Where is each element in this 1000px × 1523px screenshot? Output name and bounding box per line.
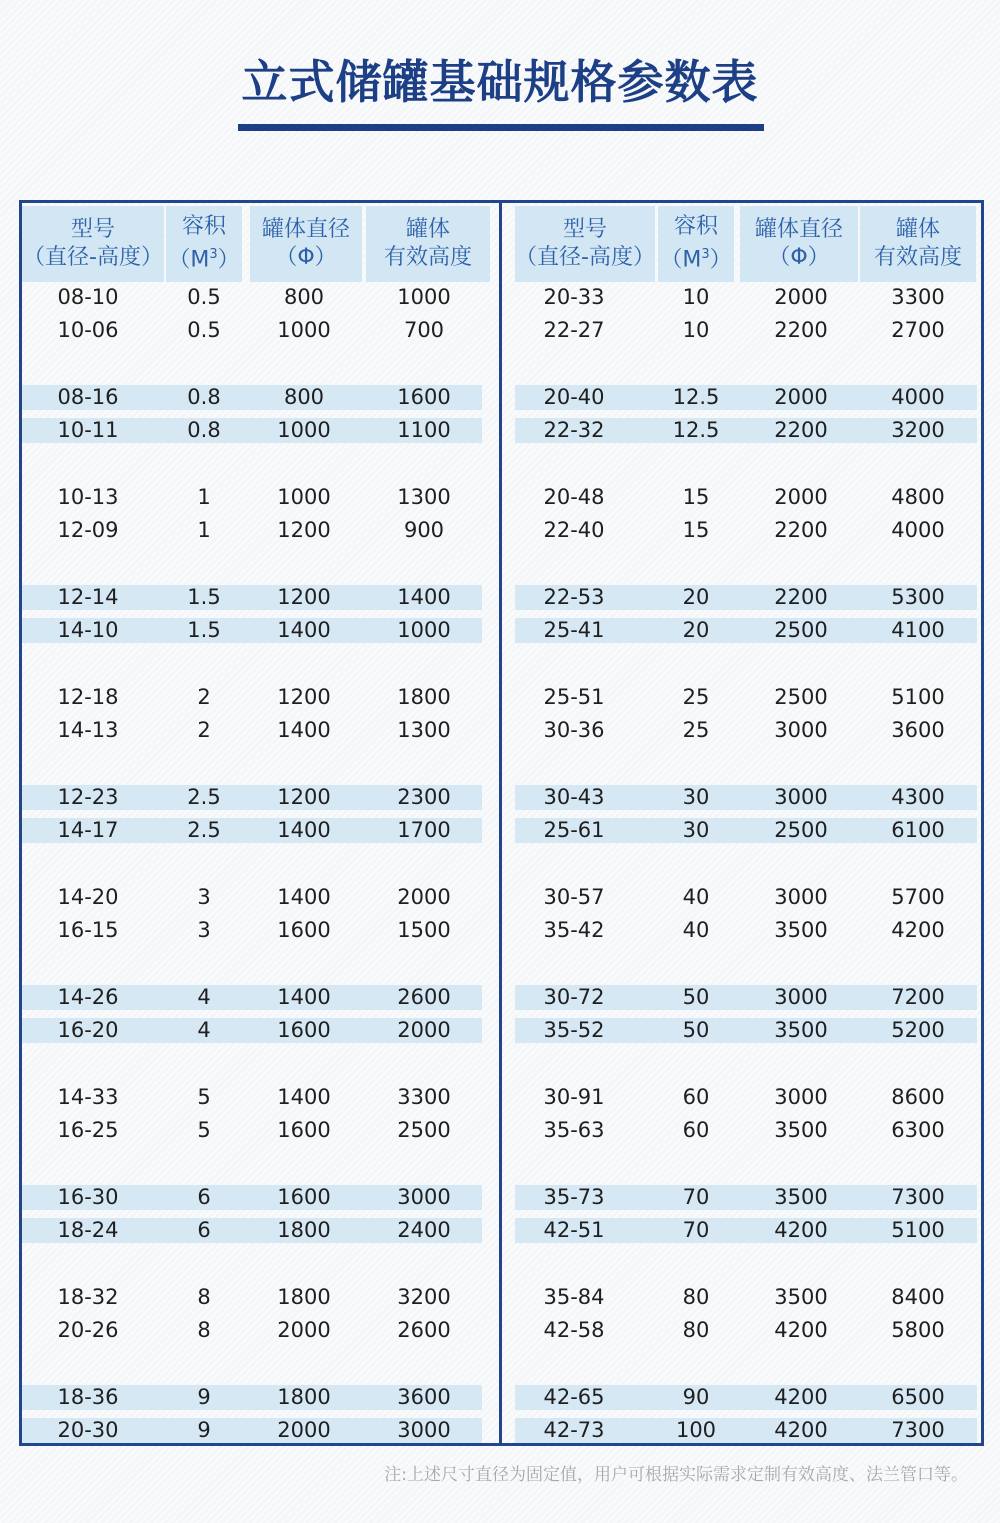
table-cell: 2600 xyxy=(397,1318,451,1342)
column-header-line2-text: （M xyxy=(660,247,702,273)
table-cell: 6 xyxy=(197,1218,211,1242)
table-cell: 80 xyxy=(682,1318,710,1342)
table-cell: 20-48 xyxy=(543,485,605,509)
table-cell: 0.5 xyxy=(187,318,221,342)
column-header-tail: ） xyxy=(217,247,240,273)
column-header xyxy=(250,206,362,282)
table-row xyxy=(515,785,977,810)
column-header-line1: 型号 xyxy=(562,217,607,242)
column-header-line2-text: （直径-高度） xyxy=(515,245,655,270)
table-cell: 2000 xyxy=(774,485,828,509)
table-cell: 700 xyxy=(403,318,445,342)
table-cell: 4200 xyxy=(774,1385,828,1409)
table-cell: 35-63 xyxy=(543,1118,605,1142)
table-cell: 1000 xyxy=(277,485,331,509)
table-cell: 1000 xyxy=(397,618,451,642)
table-cell: 14-17 xyxy=(57,818,119,842)
table-cell: 8600 xyxy=(891,1085,945,1109)
table-row xyxy=(22,1285,482,1310)
table-cell: 2500 xyxy=(774,685,828,709)
table-cell: 5800 xyxy=(891,1318,945,1342)
table-row xyxy=(515,1018,977,1043)
table-cell: 5 xyxy=(197,1118,211,1142)
column-header-tail: ） xyxy=(709,247,732,273)
column-header-line2 xyxy=(874,244,962,272)
table-cell: 5700 xyxy=(891,885,945,909)
table-cell: 1600 xyxy=(277,1018,331,1042)
table-cell: 2000 xyxy=(397,1018,451,1042)
table-row xyxy=(515,1218,977,1243)
table-row xyxy=(22,618,482,643)
table-row xyxy=(22,1018,482,1043)
table-cell: 2500 xyxy=(397,1118,451,1142)
table-row xyxy=(515,585,977,610)
column-header-line2 xyxy=(275,244,336,272)
table-row xyxy=(515,1118,977,1143)
table-cell: 12.5 xyxy=(672,385,720,409)
table-cell: 60 xyxy=(682,1118,710,1142)
table-cell: 3600 xyxy=(891,718,945,742)
table-cell: 25-61 xyxy=(543,818,605,842)
table-cell: 3300 xyxy=(397,1085,451,1109)
table-cell: 2 xyxy=(197,718,211,742)
table-cell: 5300 xyxy=(891,585,945,609)
table-cell: 1400 xyxy=(277,718,331,742)
table-cell: 30-72 xyxy=(543,985,605,1009)
column-header xyxy=(515,206,655,282)
table-row xyxy=(515,1285,977,1310)
table-cell: 15 xyxy=(682,518,710,542)
table-cell: 2.5 xyxy=(187,785,221,809)
table-cell: 35-73 xyxy=(543,1185,605,1209)
table-cell: 5100 xyxy=(891,685,945,709)
table-cell: 80 xyxy=(682,1285,710,1309)
table-cell: 3000 xyxy=(774,985,828,1009)
table-cell: 5100 xyxy=(891,1218,945,1242)
column-header-line2 xyxy=(768,244,829,272)
table-cell: 22-32 xyxy=(543,418,605,442)
table-row xyxy=(22,418,482,443)
table-cell: 3200 xyxy=(891,418,945,442)
table-cell: 8 xyxy=(197,1285,211,1309)
table-cell: 14-13 xyxy=(57,718,119,742)
table-cell: 1100 xyxy=(397,418,451,442)
table-cell: 2000 xyxy=(774,385,828,409)
table-cell: 3 xyxy=(197,918,211,942)
table-cell: 1000 xyxy=(277,318,331,342)
table-cell: 42-58 xyxy=(543,1318,605,1342)
table-cell: 4100 xyxy=(891,618,945,642)
table-cell: 5 xyxy=(197,1085,211,1109)
column-header-line2 xyxy=(384,244,472,272)
column-header-line2-text: 有效高度 xyxy=(383,245,472,270)
table-cell: 1400 xyxy=(277,1085,331,1109)
table-cell: 2200 xyxy=(774,318,828,342)
table-cell: 6500 xyxy=(891,1385,945,1409)
table-cell: 2000 xyxy=(397,885,451,909)
table-cell: 14-26 xyxy=(57,985,119,1009)
table-cell: 2000 xyxy=(277,1318,331,1342)
table-cell: 60 xyxy=(682,1085,710,1109)
table-cell: 800 xyxy=(283,285,325,309)
table-cell: 1000 xyxy=(277,418,331,442)
table-cell: 12.5 xyxy=(672,418,720,442)
table-cell: 800 xyxy=(283,385,325,409)
table-row xyxy=(515,485,977,510)
table-cell: 1200 xyxy=(277,685,331,709)
table-cell: 4200 xyxy=(774,1318,828,1342)
table-cell: 12-18 xyxy=(57,685,119,709)
table-cell: 35-42 xyxy=(543,918,605,942)
table-cell: 25-51 xyxy=(543,685,605,709)
table-cell: 3 xyxy=(197,885,211,909)
table-cell: 10-13 xyxy=(57,485,119,509)
table-cell: 2300 xyxy=(397,785,451,809)
table-cell: 2400 xyxy=(397,1218,451,1242)
table-cell: 22-53 xyxy=(543,585,605,609)
table-cell: 3300 xyxy=(891,285,945,309)
table-cell: 25 xyxy=(682,718,710,742)
table-cell: 4200 xyxy=(774,1418,828,1442)
table-cell: 50 xyxy=(682,985,710,1009)
table-row xyxy=(515,285,977,310)
table-cell: 10 xyxy=(682,318,710,342)
column-header-line2 xyxy=(515,244,655,272)
column-header-line1: 罐体直径 xyxy=(754,217,843,242)
table-cell: 16-25 xyxy=(57,1118,119,1142)
table-cell: 1200 xyxy=(277,518,331,542)
table-cell: 2200 xyxy=(774,585,828,609)
table-cell: 18-24 xyxy=(57,1218,119,1242)
table-row xyxy=(22,485,482,510)
table-cell: 22-40 xyxy=(543,518,605,542)
table-row xyxy=(515,918,977,943)
table-cell: 8 xyxy=(197,1318,211,1342)
table-cell: 1000 xyxy=(397,285,451,309)
table-cell: 2000 xyxy=(277,1418,331,1442)
table-cell: 42-51 xyxy=(543,1218,605,1242)
column-header-line1: 罐体 xyxy=(895,217,940,242)
table-cell: 30-57 xyxy=(543,885,605,909)
table-row xyxy=(22,985,482,1010)
table-row xyxy=(22,685,482,710)
column-header xyxy=(740,206,858,282)
column-header xyxy=(366,206,490,282)
table-row xyxy=(22,518,482,543)
table-cell: 14-33 xyxy=(57,1085,119,1109)
table-cell: 20-40 xyxy=(543,385,605,409)
table-row xyxy=(22,585,482,610)
table-cell: 10 xyxy=(682,285,710,309)
table-cell: 7300 xyxy=(891,1185,945,1209)
table-cell: 2200 xyxy=(774,418,828,442)
column-header-line2 xyxy=(23,244,163,272)
table-cell: 1.5 xyxy=(187,618,221,642)
table-cell: 12-09 xyxy=(57,518,119,542)
table-cell: 18-36 xyxy=(57,1385,119,1409)
table-cell: 3000 xyxy=(774,718,828,742)
table-cell: 4200 xyxy=(891,918,945,942)
table-cell: 2500 xyxy=(774,818,828,842)
table-cell: 20-30 xyxy=(57,1418,119,1442)
table-cell: 42-73 xyxy=(543,1418,605,1442)
table-cell: 25 xyxy=(682,685,710,709)
table-cell: 1400 xyxy=(277,985,331,1009)
table-cell: 1700 xyxy=(397,818,451,842)
table-cell: 2200 xyxy=(774,518,828,542)
table-cell: 0.5 xyxy=(187,285,221,309)
table-cell: 1600 xyxy=(397,385,451,409)
table-cell: 0.8 xyxy=(187,385,221,409)
table-cell: 20-33 xyxy=(543,285,605,309)
table-cell: 42-65 xyxy=(543,1385,605,1409)
table-cell: 10-06 xyxy=(57,318,119,342)
table-cell: 5200 xyxy=(891,1018,945,1042)
table-cell: 1600 xyxy=(277,918,331,942)
table-cell: 16-30 xyxy=(57,1185,119,1209)
table-row xyxy=(515,1085,977,1110)
table-cell: 9 xyxy=(197,1385,211,1409)
table-cell: 4000 xyxy=(891,385,945,409)
column-header-line1: 型号 xyxy=(70,217,115,242)
unit-superscript: 3 xyxy=(701,247,710,263)
table-cell: 4200 xyxy=(774,1218,828,1242)
table-row xyxy=(22,1185,482,1210)
table-cell: 1200 xyxy=(277,585,331,609)
table-cell: 2500 xyxy=(774,618,828,642)
table-row xyxy=(22,1085,482,1110)
table-cell: 18-32 xyxy=(57,1285,119,1309)
table-cell: 1 xyxy=(197,518,211,542)
column-header xyxy=(166,206,242,282)
table-cell: 15 xyxy=(682,485,710,509)
table-cell: 2.5 xyxy=(187,818,221,842)
table-cell: 2 xyxy=(197,685,211,709)
table-cell: 1800 xyxy=(277,1385,331,1409)
footnote: 注:上述尺寸直径为固定值，用户可根据实际需求定制有效高度、法兰管口等。 xyxy=(384,1465,968,1485)
table-cell: 3500 xyxy=(774,1285,828,1309)
table-cell: 25-41 xyxy=(543,618,605,642)
column-header xyxy=(860,206,976,282)
table-cell: 4800 xyxy=(891,485,945,509)
table-cell: 2700 xyxy=(891,318,945,342)
table-cell: 30 xyxy=(682,785,710,809)
table-cell: 1800 xyxy=(277,1285,331,1309)
table-cell: 08-10 xyxy=(57,285,119,309)
table-row xyxy=(22,1218,482,1243)
table-cell: 35-84 xyxy=(543,1285,605,1309)
table-row xyxy=(515,1185,977,1210)
table-cell: 30-43 xyxy=(543,785,605,809)
table-row xyxy=(22,1118,482,1143)
table-cell: 6 xyxy=(197,1185,211,1209)
table-cell: 1800 xyxy=(397,685,451,709)
table-row xyxy=(515,385,977,410)
table-cell: 12-14 xyxy=(57,585,119,609)
table-cell: 1 xyxy=(197,485,211,509)
table-cell: 16-20 xyxy=(57,1018,119,1042)
table-cell: 3200 xyxy=(397,1285,451,1309)
table-cell: 16-15 xyxy=(57,918,119,942)
table-cell: 30-91 xyxy=(543,1085,605,1109)
table-cell: 1500 xyxy=(397,918,451,942)
column-header-line2-text: （M xyxy=(168,247,210,273)
column-header-line2 xyxy=(168,241,239,274)
table-cell: 1400 xyxy=(277,818,331,842)
table-cell: 1400 xyxy=(277,885,331,909)
table-cell: 1600 xyxy=(277,1185,331,1209)
column-header-line1: 容积 xyxy=(673,214,718,240)
table-row xyxy=(22,718,482,743)
table-row xyxy=(515,1318,977,1343)
table-cell: 14-20 xyxy=(57,885,119,909)
column-header xyxy=(658,206,734,282)
table-row xyxy=(515,885,977,910)
table-cell: 6100 xyxy=(891,818,945,842)
table-cell: 3500 xyxy=(774,1118,828,1142)
table-cell: 4 xyxy=(197,1018,211,1042)
page-title: 立式储罐基础规格参数表 xyxy=(241,55,759,109)
table-row xyxy=(515,618,977,643)
table-cell: 1200 xyxy=(277,785,331,809)
table-cell: 1800 xyxy=(277,1218,331,1242)
table-row xyxy=(22,785,482,810)
table-cell: 100 xyxy=(675,1418,717,1442)
table-row xyxy=(22,918,482,943)
table-row xyxy=(22,885,482,910)
table-row xyxy=(515,1385,977,1410)
table-cell: 7300 xyxy=(891,1418,945,1442)
table-row xyxy=(515,518,977,543)
table-cell: 4300 xyxy=(891,785,945,809)
table-cell: 3000 xyxy=(774,885,828,909)
table-cell: 1300 xyxy=(397,718,451,742)
table-cell: 1400 xyxy=(277,618,331,642)
column-header xyxy=(22,206,164,282)
table-row xyxy=(515,1418,977,1443)
table-cell: 0.8 xyxy=(187,418,221,442)
table-cell: 10-11 xyxy=(57,418,119,442)
table-cell: 22-27 xyxy=(543,318,605,342)
table-row xyxy=(22,1418,482,1443)
table-cell: 2600 xyxy=(397,985,451,1009)
table-row xyxy=(515,418,977,443)
table-row xyxy=(22,318,482,343)
table-row xyxy=(515,985,977,1010)
table-row xyxy=(515,685,977,710)
table-cell: 3000 xyxy=(397,1185,451,1209)
table-cell: 3500 xyxy=(774,1018,828,1042)
unit-superscript: 3 xyxy=(209,247,218,263)
table-cell: 900 xyxy=(403,518,445,542)
table-cell: 20-26 xyxy=(57,1318,119,1342)
table-cell: 14-10 xyxy=(57,618,119,642)
column-header-line1: 容积 xyxy=(181,214,226,240)
table-cell: 70 xyxy=(682,1218,710,1242)
table-cell: 2000 xyxy=(774,285,828,309)
table-cell: 1400 xyxy=(397,585,451,609)
table-cell: 9 xyxy=(197,1418,211,1442)
table-row xyxy=(22,385,482,410)
table-cell: 40 xyxy=(682,918,710,942)
column-header-line2 xyxy=(660,241,731,274)
column-header-line1: 罐体 xyxy=(405,217,450,242)
table-cell: 20 xyxy=(682,618,710,642)
table-cell: 3000 xyxy=(397,1418,451,1442)
table-cell: 12-23 xyxy=(57,785,119,809)
table-row xyxy=(515,318,977,343)
column-header-line2-text: 有效高度 xyxy=(873,245,962,270)
table-cell: 3000 xyxy=(774,785,828,809)
table-cell: 40 xyxy=(682,885,710,909)
column-header-line2-text: （直径-高度） xyxy=(23,245,163,270)
column-header-line1: 罐体直径 xyxy=(261,217,350,242)
table-cell: 50 xyxy=(682,1018,710,1042)
table-cell: 1600 xyxy=(277,1118,331,1142)
table-cell: 3500 xyxy=(774,1185,828,1209)
table-row xyxy=(22,818,482,843)
table-cell: 7200 xyxy=(891,985,945,1009)
table-cell: 4000 xyxy=(891,518,945,542)
table-row xyxy=(22,1318,482,1343)
table-cell: 1300 xyxy=(397,485,451,509)
table-cell: 70 xyxy=(682,1185,710,1209)
table-cell: 30-36 xyxy=(543,718,605,742)
table-cell: 6300 xyxy=(891,1118,945,1142)
column-header-line2-text: （Φ） xyxy=(275,245,337,270)
table-cell: 30 xyxy=(682,818,710,842)
table-row xyxy=(515,818,977,843)
table-cell: 4 xyxy=(197,985,211,1009)
table-cell: 20 xyxy=(682,585,710,609)
table-cell: 3000 xyxy=(774,1085,828,1109)
table-cell: 08-16 xyxy=(57,385,119,409)
table-cell: 35-52 xyxy=(543,1018,605,1042)
table-cell: 1.5 xyxy=(187,585,221,609)
table-row xyxy=(22,285,482,310)
table-cell: 3600 xyxy=(397,1385,451,1409)
table-center-divider xyxy=(499,200,502,1446)
table-row xyxy=(22,1385,482,1410)
column-header-line2-text: （Φ） xyxy=(768,245,830,270)
table-cell: 3500 xyxy=(774,918,828,942)
table-cell: 90 xyxy=(682,1385,710,1409)
table-cell: 8400 xyxy=(891,1285,945,1309)
title-underline xyxy=(238,124,764,131)
table-row xyxy=(515,718,977,743)
